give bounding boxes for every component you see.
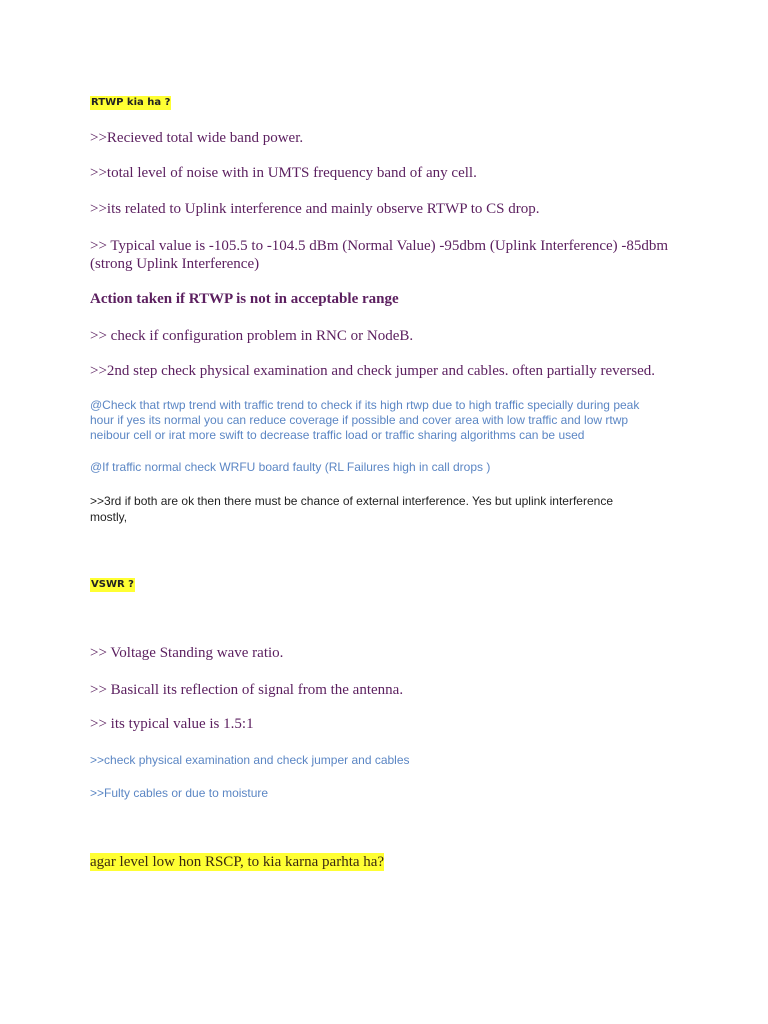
rtwp-line: >>its related to Uplink interference and mainly observe RTWP to CS drop. <box>90 201 540 217</box>
rtwp-line: >>total level of noise with in UMTS frequency band of any cell. <box>90 165 477 181</box>
rtwp-heading: RTWP kia ha ? <box>91 97 171 108</box>
vswr-line: >> Basicall its reflection of signal from the antenna. <box>90 682 404 698</box>
rtwp-line: >> Typical value is -105.5 to -104.5 dBm (Normal Value) -95dbm (Uplink Interference) -85dbm <box>90 238 669 254</box>
rscp-question: agar level low hon RSCP, to kia karna parhta ha? <box>90 854 385 870</box>
rtwp-line: >>Recieved total wide band power. <box>90 130 304 146</box>
action-heading: Action taken if RTWP is not in acceptable range <box>90 291 399 307</box>
note-line: neibour cell or irat more swift to decrease traffic load or traffic sharing algorithms can be used <box>90 428 585 442</box>
note-line: @Check that rtwp trend with traffic trend to check if its high rtwp due to high traffic specially during peak <box>90 398 640 412</box>
vswr-note: >>check physical examination and check jumper and cables <box>90 753 410 767</box>
vswr-line: >> Voltage Standing wave ratio. <box>90 645 284 661</box>
vswr-note: >>Fulty cables or due to moisture <box>90 786 269 800</box>
third-step-line: >>3rd if both are ok then there must be chance of external interference. Yes but uplink interference <box>90 494 613 508</box>
third-step-line: mostly, <box>90 510 128 524</box>
action-line: >> check if configuration problem in RNC or NodeB. <box>90 328 414 344</box>
rtwp-line: (strong Uplink Interference) <box>90 256 260 272</box>
note-line: hour if yes its normal you can reduce coverage if possible and cover area with low traffic and low rtwp <box>90 413 629 427</box>
vswr-heading: VSWR ? <box>91 579 134 590</box>
note-line: @If traffic normal check WRFU board faulty (RL Failures high in call drops ) <box>90 460 491 474</box>
vswr-line: >> its typical value is 1.5:1 <box>90 716 254 732</box>
action-line: >>2nd step check physical examination and check jumper and cables. often partially reversed. <box>90 363 656 379</box>
